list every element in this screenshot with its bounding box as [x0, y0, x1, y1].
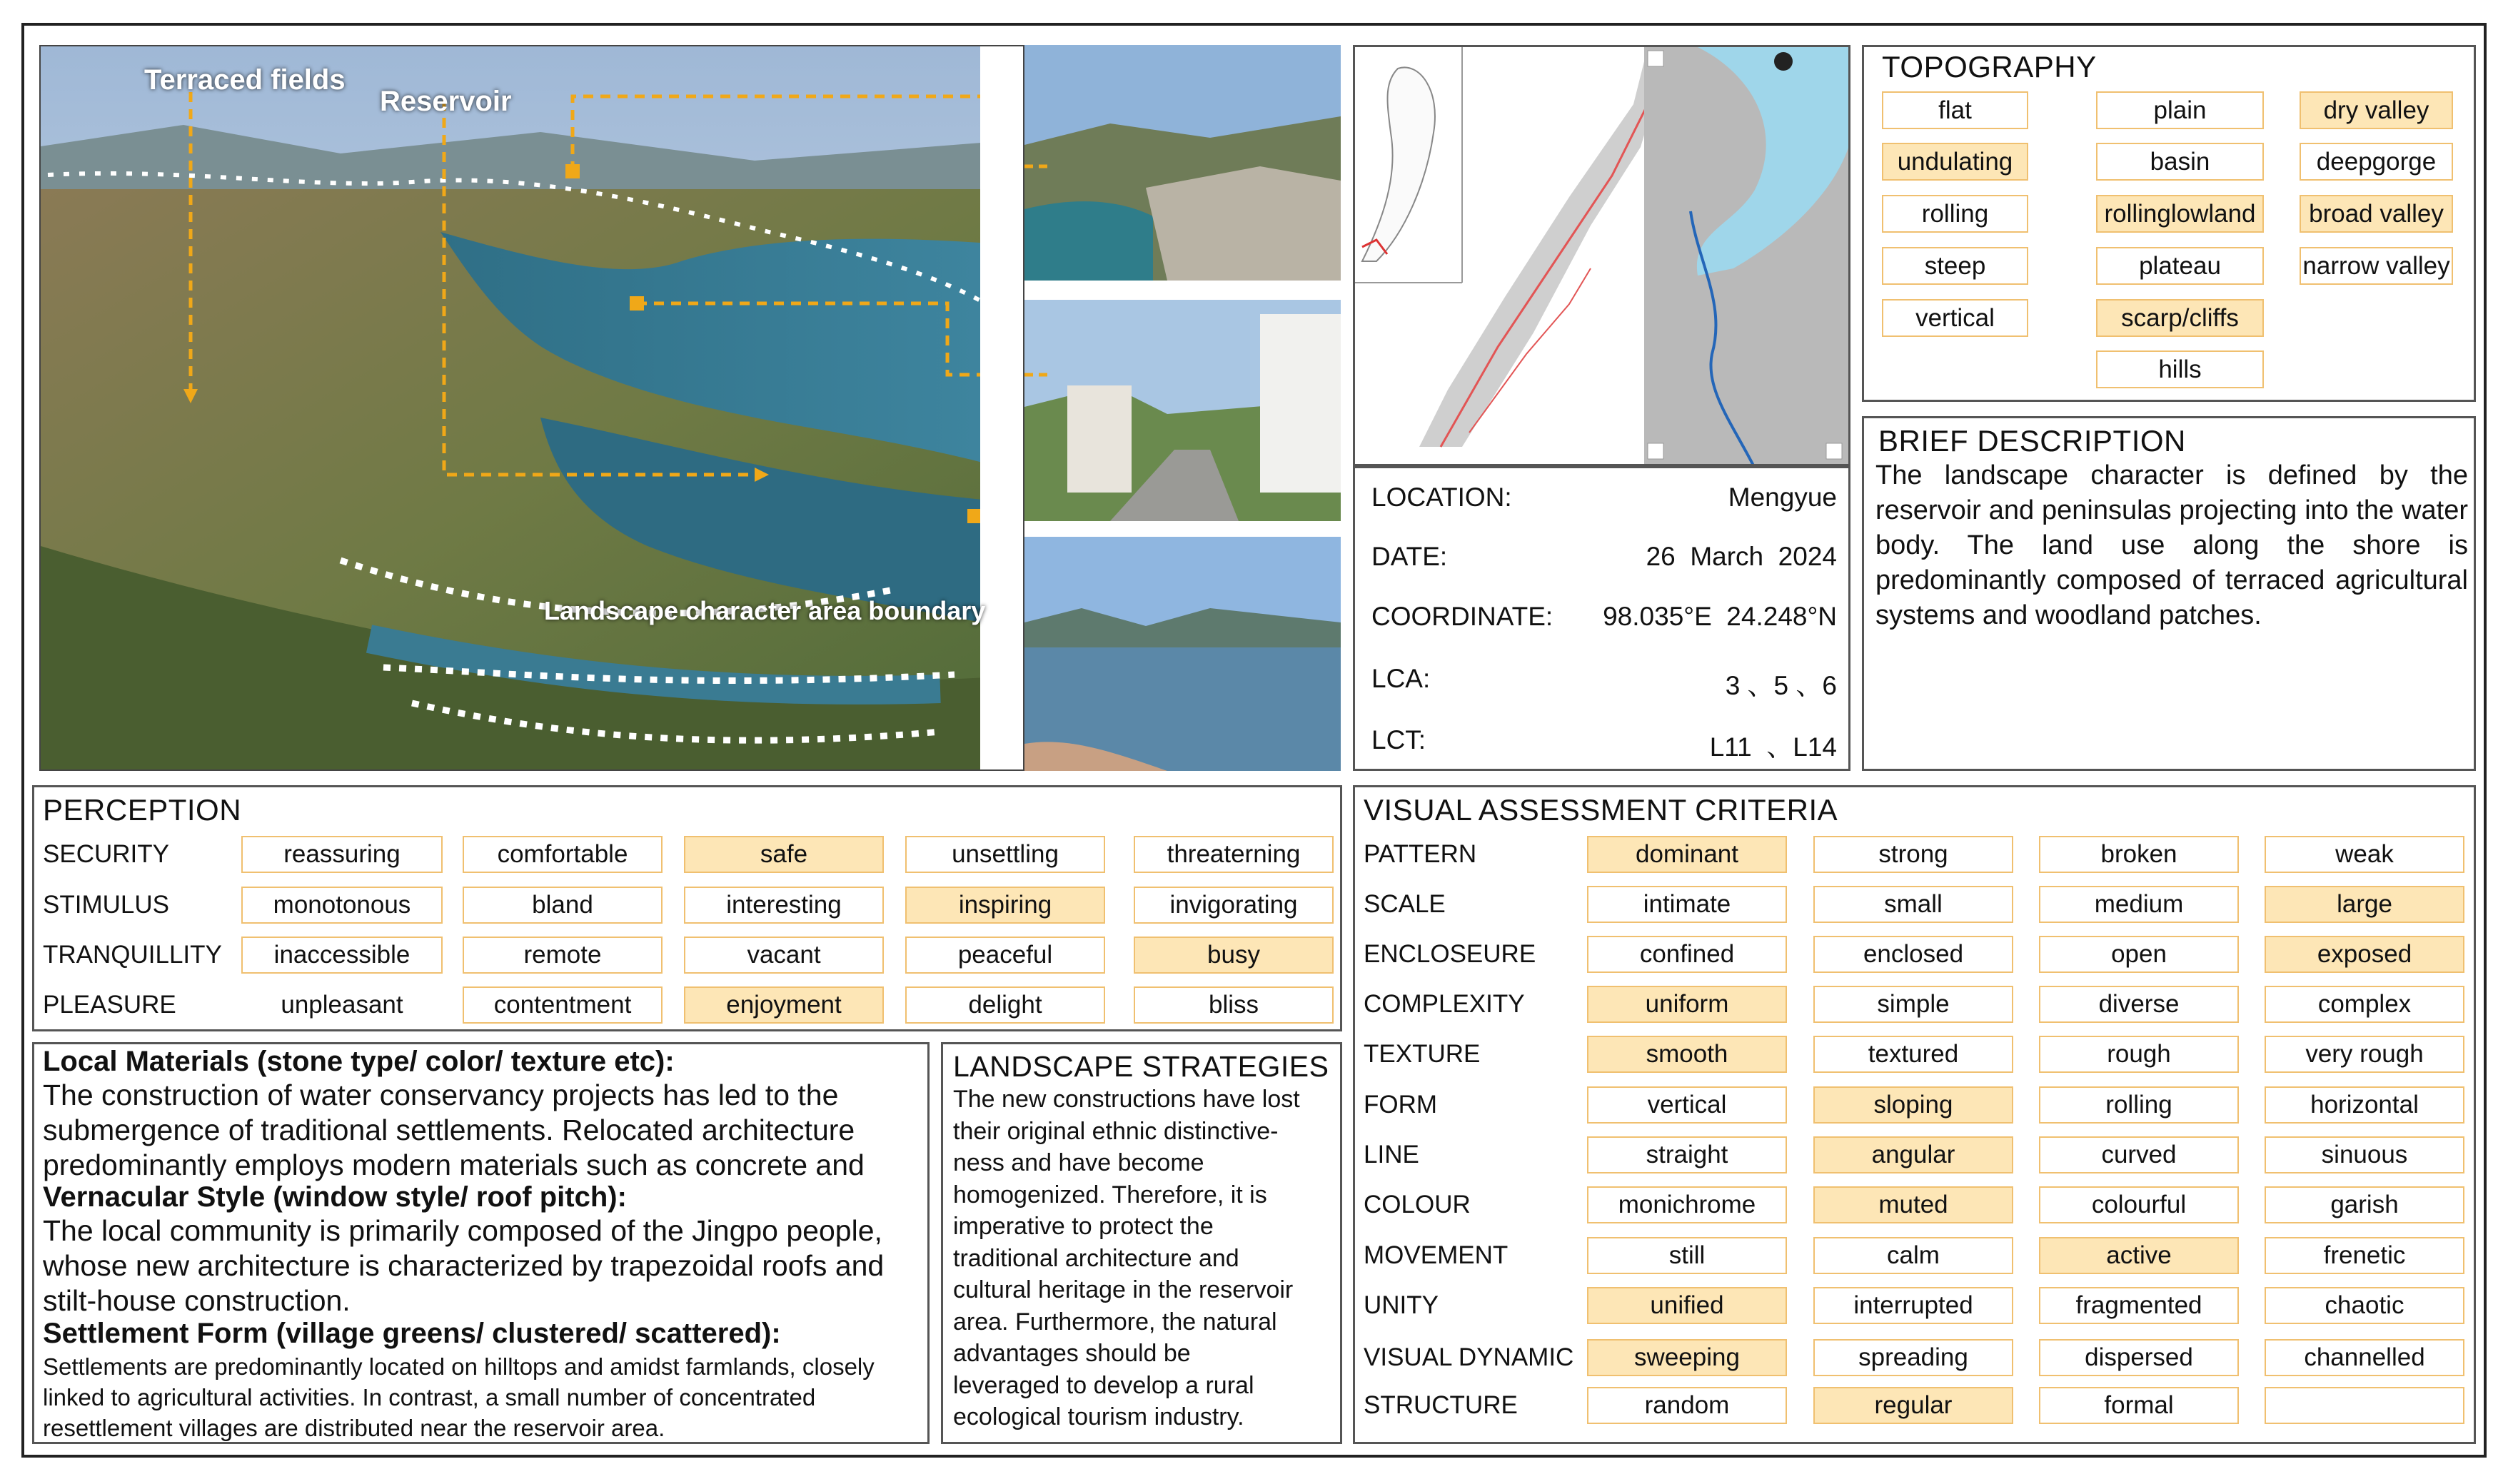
vac-option: straight — [1587, 1136, 1787, 1173]
topography-option: vertical — [1882, 299, 2028, 337]
vac-option: enclosed — [1813, 936, 2013, 973]
vac-row-label: STRUCTURE — [1364, 1391, 1518, 1419]
strategy-line: advantages should be — [953, 1340, 1191, 1367]
perception-option: enjoyment — [684, 986, 884, 1024]
perception-option: contentment — [463, 986, 663, 1024]
vernacular-style-heading: Vernacular Style (window style/ roof pitch): — [43, 1181, 627, 1213]
perception-option: vacant — [684, 937, 884, 974]
settlement-form-text: Settlements are predominantly located on hilltops and amidst farmlands, closely linked to agricultural activities. In contrast, a small number of concentrated resettlement villages are distributed near the reservoir area. — [43, 1353, 875, 1441]
vac-option: colourful — [2039, 1186, 2239, 1223]
strategy-line: homogenized. Therefore, it is — [953, 1181, 1267, 1208]
vac-option: very rough — [2265, 1036, 2464, 1073]
vac-option: broken — [2039, 836, 2239, 873]
strategy-line: imperative to protect the — [953, 1213, 1214, 1240]
strategy-line: ness and have become — [953, 1149, 1204, 1176]
vac-option: rough — [2039, 1036, 2239, 1073]
topography-option: broad valley — [2300, 195, 2453, 233]
brief-panel — [1862, 416, 2476, 771]
vac-row-label: COMPLEXITY — [1364, 990, 1525, 1018]
perception-option: peaceful — [905, 937, 1105, 974]
perception-row-label: STIMULUS — [43, 891, 169, 919]
aerial-photo — [39, 45, 1024, 771]
vac-option: interrupted — [1813, 1287, 2013, 1324]
vac-option: large — [2265, 886, 2464, 923]
perception-option: safe — [684, 836, 884, 873]
strategy-line: cultural heritage in the reservoir — [953, 1276, 1294, 1303]
topography-title: TOPOGRAPHY — [1882, 50, 2097, 84]
topography-option: plain — [2096, 91, 2264, 129]
brief-text: The landscape character is defined by the reservoir and peninsulas projecting into the water body. The land use along the shore is predominantly composed of terraced agricultural systems and woodland patches. — [1875, 460, 2468, 630]
vac-option: dispersed — [2039, 1339, 2239, 1376]
vac-option: medium — [2039, 886, 2239, 923]
strategy-line: traditional architecture and — [953, 1244, 1239, 1272]
perception-option: bland — [463, 887, 663, 924]
photo-dam-illustration — [1024, 45, 1341, 281]
vac-option: dominant — [1587, 836, 1787, 873]
vac-option: complex — [2265, 986, 2464, 1023]
topography-option: basin — [2096, 143, 2264, 181]
perception-row-label: TRANQUILLITY — [43, 941, 222, 969]
vac-option: uniform — [1587, 986, 1787, 1023]
strategies-panel — [941, 1042, 1342, 1444]
strategy-line: ecological tourism industry. — [953, 1403, 1244, 1430]
vernacular-style-text: The local community is primarily composed of the Jingpo people, whose new architecture is characterized by trapezoidal roofs and stilt-house construction. — [43, 1214, 885, 1317]
perception-option: unsettling — [905, 836, 1105, 873]
terrain-map — [1355, 47, 1850, 466]
label-reservoir: Reservoir — [380, 86, 512, 117]
lct-label: LCT: — [1371, 725, 1426, 754]
date-label: DATE: — [1371, 542, 1448, 571]
vac-option: active — [2039, 1237, 2239, 1274]
perception-option: inspiring — [905, 887, 1105, 924]
perception-row-label: SECURITY — [43, 840, 169, 868]
vac-panel — [1353, 785, 2476, 1444]
vac-option: rolling — [2039, 1086, 2239, 1124]
perception-option: inaccessible — [241, 937, 443, 974]
label-boundary: Landscape character area boundary — [544, 596, 986, 625]
perception-row-label: PLEASURE — [43, 991, 176, 1019]
topography-option: steep — [1882, 247, 2028, 285]
strategies-title: LANDSCAPE STRATEGIES — [953, 1050, 1329, 1083]
topography-option: deepgorge — [2300, 143, 2453, 181]
vac-row-label: SCALE — [1364, 890, 1446, 918]
brief-title: BRIEF DESCRIPTION — [1878, 424, 2186, 458]
photo-village-street — [1024, 300, 1341, 521]
vac-option: textured — [1813, 1036, 2013, 1073]
photo-lakeshore — [1024, 537, 1341, 771]
perception-option: threaterning — [1134, 836, 1334, 873]
perception-option: reassuring — [241, 836, 443, 873]
vac-option: chaotic — [2265, 1287, 2464, 1324]
vac-option: curved — [2039, 1136, 2239, 1173]
local-panel — [32, 1042, 930, 1444]
coordinate-label: COORDINATE: — [1371, 602, 1553, 631]
vac-option: exposed — [2265, 936, 2464, 973]
perception-option: unpleasant — [281, 991, 403, 1019]
vac-row-label: VISUAL DYNAMIC — [1364, 1343, 1574, 1371]
vac-option: calm — [1813, 1237, 2013, 1274]
strategy-line: area. Furthermore, the natural — [953, 1308, 1277, 1336]
aerial-photo-illustration — [41, 46, 1024, 771]
vac-option: unified — [1587, 1287, 1787, 1324]
vac-option: horizontal — [2265, 1086, 2464, 1124]
topography-option: hills — [2096, 350, 2264, 388]
location-label: LOCATION: — [1371, 483, 1512, 512]
vac-row-label: UNITY — [1364, 1291, 1439, 1319]
vac-option: spreading — [1813, 1339, 2013, 1376]
vac-title: VISUAL ASSESSMENT CRITERIA — [1364, 793, 1838, 827]
topography-option: flat — [1882, 91, 2028, 129]
perception-panel — [32, 785, 1342, 1031]
topography-option: narrow valley — [2300, 247, 2453, 285]
topography-option: rollinglowland — [2096, 195, 2264, 233]
topography-panel — [1862, 45, 2476, 402]
vac-option: still — [1587, 1237, 1787, 1274]
settlement-form-heading: Settlement Form (village greens/ clustered/ scattered): — [43, 1318, 781, 1349]
info-panel — [1353, 466, 1850, 771]
vac-option: sinuous — [2265, 1136, 2464, 1173]
perception-option: monotonous — [241, 887, 443, 924]
vac-row-label: PATTERN — [1364, 840, 1477, 868]
vac-row-label: FORM — [1364, 1091, 1438, 1119]
vac-row-label: MOVEMENT — [1364, 1241, 1509, 1269]
map-panel — [1353, 45, 1850, 466]
local-materials-text: The construction of water conservancy projects has led to the submergence of traditional settlements. Relocated architecture predominantly employs modern materials such as concrete and — [43, 1079, 865, 1181]
vac-option: sloping — [1813, 1086, 2013, 1124]
vac-option: simple — [1813, 986, 2013, 1023]
label-terraced-fields: Terraced fields — [144, 64, 346, 96]
perception-option: invigorating — [1134, 887, 1334, 924]
photo-dam — [1024, 45, 1341, 281]
vac-option: small — [1813, 886, 2013, 923]
topography-option: scarp/cliffs — [2096, 299, 2264, 337]
vac-option: sweeping — [1587, 1339, 1787, 1376]
vac-option: channelled — [2265, 1339, 2464, 1376]
topography-option: dry valley — [2300, 91, 2453, 129]
perception-option: bliss — [1134, 986, 1334, 1024]
vac-option: angular — [1813, 1136, 2013, 1173]
strategy-line: their original ethnic distinctive- — [953, 1117, 1279, 1145]
local-materials-heading: Local Materials (stone type/ color/ texture etc): — [43, 1046, 675, 1077]
vac-option: regular — [1813, 1387, 2013, 1424]
topography-option: undulating — [1882, 143, 2028, 181]
vac-option: formal — [2039, 1387, 2239, 1424]
vac-option: strong — [1813, 836, 2013, 873]
vac-option: weak — [2265, 836, 2464, 873]
vac-option: diverse — [2039, 986, 2239, 1023]
vac-option: muted — [1813, 1186, 2013, 1223]
topography-option: rolling — [1882, 195, 2028, 233]
vac-option: open — [2039, 936, 2239, 973]
perception-option: remote — [463, 937, 663, 974]
vac-option: garish — [2265, 1186, 2464, 1223]
perception-title: PERCEPTION — [43, 793, 242, 827]
vac-option: intimate — [1587, 886, 1787, 923]
topography-option: plateau — [2096, 247, 2264, 285]
vac-option: frenetic — [2265, 1237, 2464, 1274]
location-value: Mengyue — [1728, 483, 1837, 512]
vac-row-label: COLOUR — [1364, 1191, 1471, 1218]
perception-option: busy — [1134, 937, 1334, 974]
lct-value: L11 、L14 — [1709, 732, 1837, 762]
vac-option — [2265, 1387, 2464, 1424]
photo-village-illustration — [1024, 300, 1341, 521]
vac-row-label: TEXTURE — [1364, 1040, 1481, 1068]
vac-option: random — [1587, 1387, 1787, 1424]
vac-option: confined — [1587, 936, 1787, 973]
perception-option: comfortable — [463, 836, 663, 873]
strategy-line: leveraged to develop a rural — [953, 1371, 1254, 1399]
strategy-line: The new constructions have lost — [953, 1086, 1300, 1113]
perception-option: interesting — [684, 887, 884, 924]
photo-lakeshore-illustration — [1024, 537, 1341, 771]
vac-row-label: LINE — [1364, 1141, 1419, 1168]
lca-label: LCA: — [1371, 664, 1431, 693]
lca-value: 3 、5 、6 — [1725, 671, 1837, 700]
vac-row-label: ENCLOSEURE — [1364, 940, 1536, 968]
vac-option: monichrome — [1587, 1186, 1787, 1223]
vac-option: vertical — [1587, 1086, 1787, 1124]
coordinate-value: 98.035°E 24.248°N — [1603, 602, 1837, 631]
vac-option: fragmented — [2039, 1287, 2239, 1324]
perception-option: delight — [905, 986, 1105, 1024]
date-value: 26 March 2024 — [1646, 542, 1837, 571]
vac-option: smooth — [1587, 1036, 1787, 1073]
